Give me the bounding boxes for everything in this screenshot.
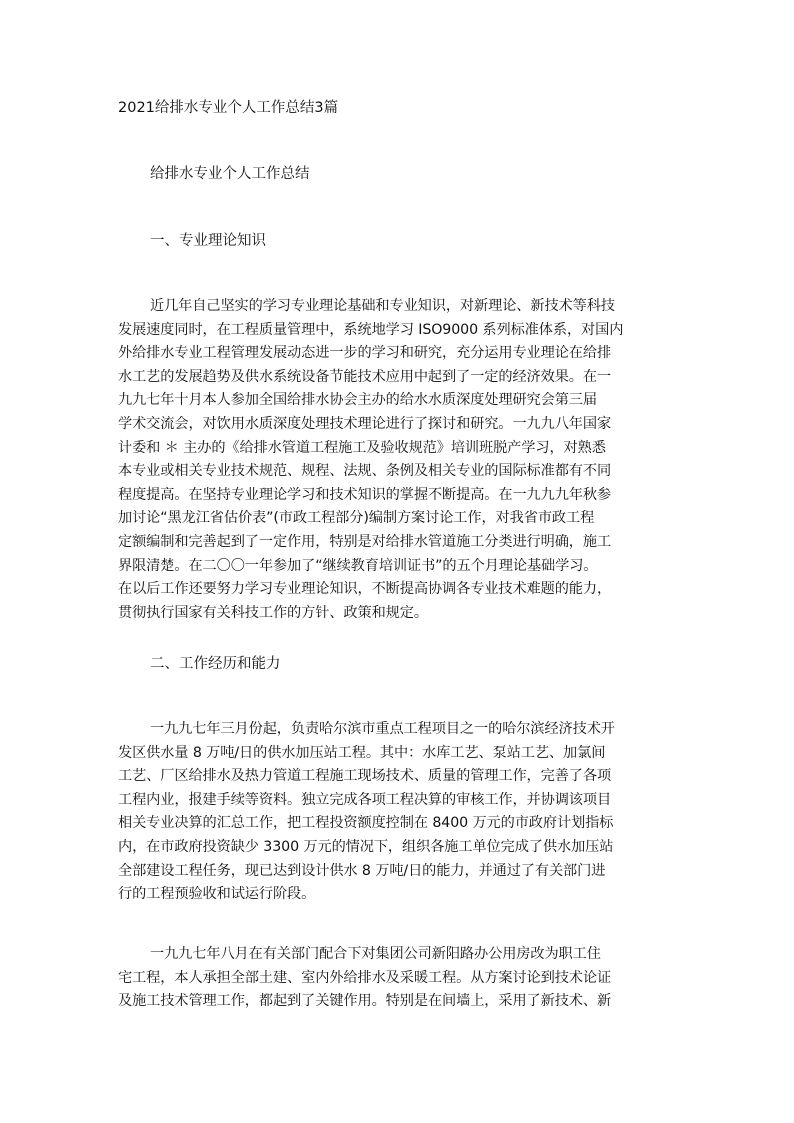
paragraph-line: 贯彻执行国家有关科技工作的方针、政策和规定。 [118, 604, 428, 621]
paragraph-line: 及施工技术管理工作，都起到了关键作用。特别是在间墙上，采用了新技术、新 [118, 993, 612, 1010]
paragraph-line: 一九九七年三月份起，负责哈尔滨市重点工程项目之一的哈尔滨经济技术开 [150, 721, 615, 737]
paragraph-line: 发展速度同时，在工程质量管理中，系统地学习 ISO9000 系列标准体系，对国内 [118, 321, 624, 338]
paragraph-line: 定额编制和完善起到了一定作用，特别是对给排水管道施工分类进行明确，施工 [118, 533, 612, 550]
paragraph-line: 工艺、厂区给排水及热力管道工程施工现场技术、质量的管理工作，完善了各项 [118, 768, 612, 785]
paragraph-line: 本专业或相关专业技术规范、规程、法规、条例及相关专业的国际标准都有不同 [118, 463, 612, 480]
paragraph-line: 内，在市政府投资缺少 3300 万元的情况下，组织各施工单位完成了供水加压站 [118, 838, 614, 855]
paragraph-line: 全部建设工程任务，现已达到设计供水 8 万吨/日的能力，并通过了有关部门进 [118, 862, 606, 879]
paragraph-line: 加讨论“黑龙江省估价表”(市政工程部分)编制方案讨论工作，对我省市政工程 [118, 510, 595, 527]
paragraph-theory [118, 295, 680, 625]
paragraph-line: 界限清楚。在二〇〇一年参加了“继续教育培训证书”的五个月理论基础学习。 [118, 557, 598, 574]
document-title: 2021给排水专业个人工作总结3篇 [118, 100, 339, 116]
paragraph-line: 工程内业，报建手续等资料。独立完成各项工程决算的审核工作，并协调该项目 [118, 791, 612, 808]
paragraph-line: 程度提高。在坚持专业理论学习和技术知识的掌握不断提高。在一九九九年秋参 [118, 486, 612, 503]
paragraph-line: 九九七年十月本人参加全国给排水协会主办的给水水质深度处理研究会第三届 [118, 392, 597, 409]
paragraph-line: 计委和 ＊ 主办的《给排水管道工程施工及验收规范》培训班脱产学习，对熟悉 [118, 439, 606, 456]
paragraph-line: 一九九七年八月在有关部门配合下对集团公司新阳路办公用房改为职工住 [150, 946, 601, 962]
document-subtitle: 给排水专业个人工作总结 [150, 166, 310, 182]
section-heading-theory: 一、专业理论知识 [150, 233, 266, 249]
paragraph-line: 行的工程预验收和试运行阶段。 [118, 886, 316, 903]
paragraph-line: 学术交流会，对饮用水质深度处理技术理论进行了探讨和研究。一九九八年国家 [118, 415, 612, 432]
paragraph-line: 水工艺的发展趋势及供水系统设备节能技术应用中起到了一定的经济效果。在一 [118, 368, 612, 385]
paragraph-line: 相关专业决算的汇总工作，把工程投资额度控制在 8400 万元的市政府计划指标 [118, 815, 614, 832]
paragraph-line: 发区供水量 8 万吨/日的供水加压站工程。其中：水库工艺、泵站工艺、加氯间 [118, 744, 606, 761]
paragraph-line: 宅工程，本人承担全部土建、室内外给排水及采暖工程。从方案讨论到技术论证 [118, 969, 612, 986]
paragraph-line: 近几年自己坚实的学习专业理论基础和专业知识，对新理论、新技术等科技 [150, 298, 615, 314]
section-heading-experience: 二、工作经历和能力 [150, 656, 281, 672]
paragraph-experience-1 [118, 718, 680, 907]
paragraph-line: 外给排水专业工程管理发展动态进一步的学习和研究，充分运用专业理论在给排 [118, 345, 612, 362]
paragraph-experience-2 [118, 943, 680, 1014]
paragraph-line: 在以后工作还要努力学习专业理论知识，不断提高协调各专业技术难题的能力， [118, 581, 612, 598]
